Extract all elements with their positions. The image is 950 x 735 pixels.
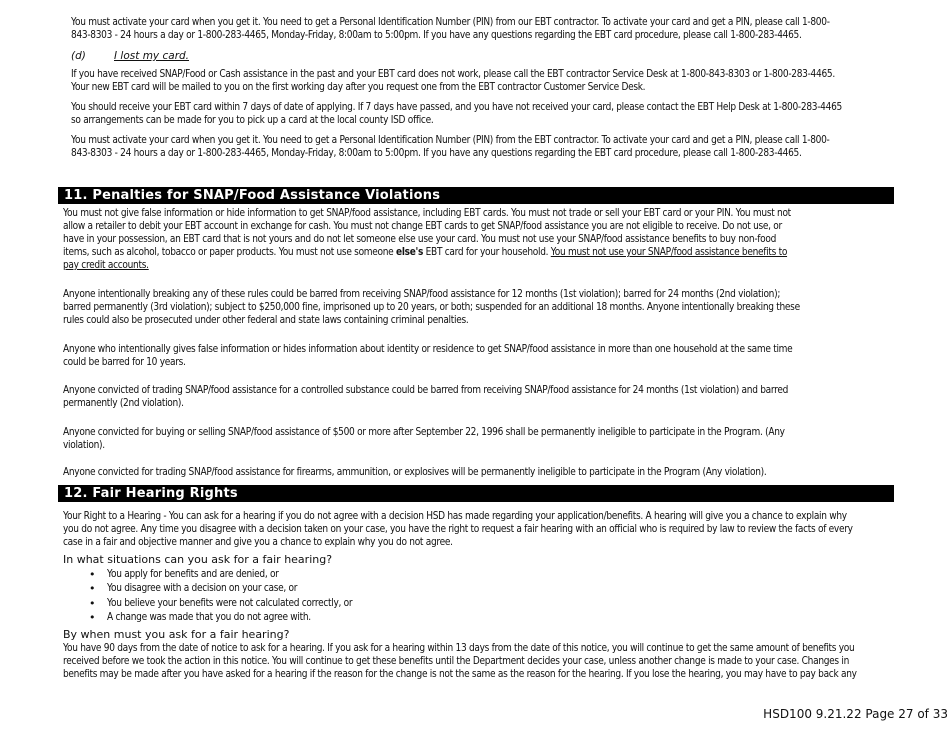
text-line: barred permanently (3rd violation); subject to $250,000 fine, imprisoned up to 20 years, or both; suspended for an additional 18 months. Anyone intentionally breaking these [63,301,800,313]
penalties-paragraph-6 [63,466,766,479]
text-line: case in a fair and objective manner and give you a chance to explain why you do not agree. [63,536,453,548]
text-line: Anyone who intentionally gives false information or hides information about identity or residence to get SNAP/food assistance in more than one household at the same time [63,343,793,355]
bullet-marker: • [89,568,96,581]
page-footer: HSD100 9.21.22 Page 27 of 33 [763,707,948,721]
bullet-marker: • [89,611,96,624]
question-heading: In what situations can you ask for a fair hearing? [63,553,333,566]
text-line: Your new EBT card will be mailed to you on the first working day after you request one from the EBT contractor Customer Service Desk. [71,81,646,93]
bullet-item: You apply for benefits and are denied, or [107,568,279,580]
lost-card-heading: I lost my card. [114,50,190,62]
text-line: 843-8303 - 24 hours a day or 1-800-283-4465, Monday-Friday, 8:00am to 5:00pm. If you have any questions regarding the EBT card procedure, please call 1-800-283-4465. [71,29,802,41]
text-line [63,246,791,259]
underlined-rule: You must not use your SNAP/food assistance benefits to [550,246,788,258]
subsection-label: (d) [71,50,86,62]
deadline-paragraph [63,642,857,681]
bullet-marker: • [89,582,96,595]
text-line: rules could also be prosecuted under other federal and state laws containing criminal penalties. [63,314,469,326]
text-line: Anyone convicted for trading SNAP/food assistance for firearms, ammunition, or explosives will be permanently ineligible to participate in the Program (Any violation). [63,466,767,478]
bullet-item: A change was made that you do not agree with. [107,611,311,623]
question-heading: By when must you ask for a fair hearing? [63,628,290,641]
bullet-item: You believe your benefits were not calculated correctly, or [107,597,353,609]
section-11-header: 11. Penalties for SNAP/Food Assistance Violations [58,187,894,204]
penalties-paragraph-5 [63,426,785,452]
underlined-rule-continued: pay credit accounts. [63,259,149,271]
activate-card-paragraph [71,16,830,42]
text-line: allow a retailer to debit your EBT account in exchange for cash. You must not change EBT cards to get SNAP/food assistance you are not eligible to receive. Do not use, or [63,220,782,232]
text-line: have in your possession, an EBT card that is not yours and do not let someone else use your card. You must not use your SNAP/food assistance benefits to buy non-food [63,233,777,245]
text-line: You must activate your card when you get it. You need to get a Personal Identification Number (PIN) from our EBT contractor. To activate your card and get a PIN, please call 1-800- [71,16,830,28]
penalties-paragraph-3 [63,343,792,369]
section-12-header: 12. Fair Hearing Rights [58,485,894,502]
emphasis-text: else's [396,246,424,258]
penalties-paragraph-2 [63,288,800,327]
bullet-item: You disagree with a decision on your case, or [107,582,298,594]
text-line: received before we took the action in this notice. You will continue to get these benefits until the Department decides your case, unless another change is made to your case. Changes in [63,655,850,667]
text-run: items, such as alcohol, tobacco or paper products. You must not use someone [63,246,397,258]
text-line: Anyone convicted for buying or selling SNAP/food assistance of $500 or more after September 22, 1996 shall be permanently ineligible to participate in the Program. (Any [63,426,785,438]
text-line: If you have received SNAP/Food or Cash assistance in the past and your EBT card does not work, please call the EBT contractor Service Desk at 1-800-843-8303 or 1-800-283-4465. [71,68,835,80]
text-line: You must activate your card when you get it. You need to get a Personal Identification Number (PIN) from the EBT contractor. To activate your card and get a PIN, please call 1-800- [71,134,830,146]
text-run: EBT card for your household. [423,246,551,258]
penalties-paragraph-1 [63,207,791,272]
text-line: benefits may be made after you have asked for a hearing if the reason for the change is not the same as the reason for the hearing. If you lose the hearing, you may have to pay back any [63,668,857,680]
activate-card-paragraph-2 [71,134,830,160]
text-line: You should receive your EBT card within 7 days of date of applying. If 7 days have passed, and you have not received your card, please contact the EBT Help Desk at 1-800-283-4465 [71,101,842,113]
text-line: You have 90 days from the date of notice to ask for a hearing. If you ask for a hearing within 13 days from the date of this notice, you will continue to get the same amount of benefits you [63,642,855,654]
text-line: violation). [63,439,105,451]
receive-card-paragraph [71,101,842,127]
text-line: You must not give false information or hide information to get SNAP/food assistance, including EBT cards. You must not trade or sell your EBT card or your PIN. You must not [63,207,791,219]
hearing-intro-paragraph [63,510,853,549]
penalties-paragraph-4 [63,384,788,410]
text-line: Your Right to a Hearing - You can ask for a hearing if you do not agree with a decision HSD has made regarding your application/benefits. A hearing will give you a chance to explain why [63,510,847,522]
bullet-marker: • [89,597,96,610]
text-line: permanently (2nd violation). [63,397,184,409]
text-line: Anyone convicted of trading SNAP/food assistance for a controlled substance could be barred from receiving SNAP/food assistance for 24 months (1st violation) and barred [63,384,789,396]
text-line: 843-8303 - 24 hours a day or 1-800-283-4465, Monday-Friday, 8:00am to 5:00pm. If you have any questions regarding the EBT card procedure, please call 1-800-283-4465. [71,147,802,159]
text-line: could be barred for 10 years. [63,356,186,368]
text-line: so arrangements can be made for you to pick up a card at the local county ISD office. [71,114,434,126]
lost-card-paragraph [71,68,835,94]
text-line: you do not agree. Any time you disagree with a decision taken on your case, you have the right to request a fair hearing with an official who is required by law to review the facts of every [63,523,853,535]
text-line: Anyone intentionally breaking any of these rules could be barred from receiving SNAP/food assistance for 12 months (1st violation); barred for 24 months (2nd violation); [63,288,781,300]
